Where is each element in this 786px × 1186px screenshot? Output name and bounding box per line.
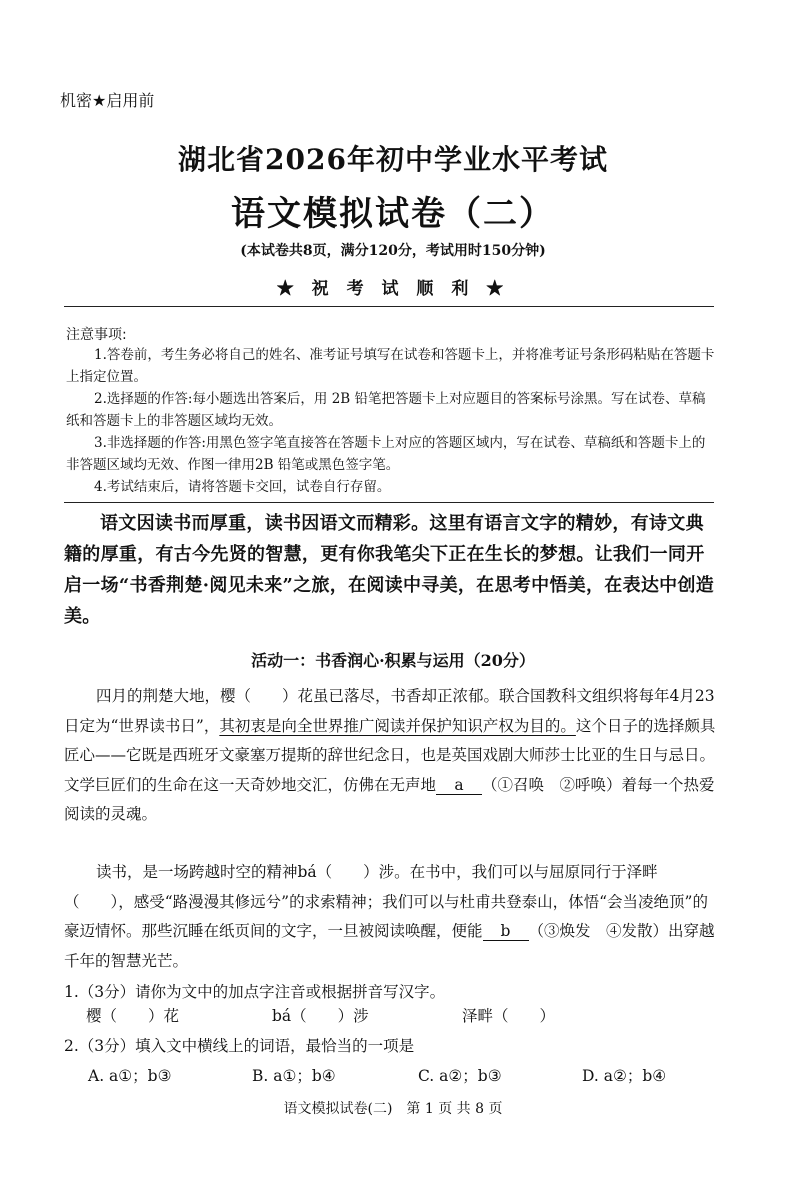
- passage1-text-start: 四月的荆楚大地，樱（ ）花虽已落尽，书香却正浓郁。联合国教科文组织将每年4月23日定为“世界读书日”，: [64, 687, 715, 735]
- q1-fill-item-1: 樱（ ）花: [86, 1007, 180, 1025]
- activity-title: 活动一：书香润心·积累与运用（20分）: [251, 651, 535, 670]
- blank-a: a: [436, 776, 482, 795]
- passage2-text-end: （③焕发 ④发散）出穿越千年的智慧光芒。: [64, 922, 715, 970]
- q1-fill-item-3: 泽畔（ ）: [462, 1007, 556, 1025]
- passage-paragraph-2: [64, 858, 716, 976]
- passage2-text-start: 读书，是一场跨越时空的精神bá（ ）涉。在书中，我们可以与屈原同行于泽畔（ ），感受“路漫漫其修远兮”的求索精神；我们可以与杜甫共登泰山，体悟“会当凌绝顶”的豪迈情怀。那些沉睡在纸页间的文字，一旦被阅读唤醒，便能: [64, 863, 708, 940]
- q2-option-c: C. a②；b③: [418, 1067, 502, 1085]
- passage1-text-middle: 这个日子的选择颇具匠心——它既是西班牙文豪塞万提斯的辞世纪念日，也是英国戏剧大师莎士比亚的生日与忌日。文学巨匠们的生命在这一天奇妙地交汇，仿佛在无声地: [64, 716, 716, 794]
- q2-option-b: B. a①；b④: [252, 1067, 336, 1085]
- notes-bottom-divider: [64, 502, 714, 503]
- good-luck-banner: ★ 祝 考 试 顺 利 ★: [276, 279, 510, 299]
- q2-option-a: A. a①；b③: [88, 1067, 172, 1085]
- blank-b: b: [483, 922, 529, 941]
- note-item-2: 2.选择题的作答:每小题选出答案后，用 2B 铅笔把答题卡上对应题目的答案标号涂黑。写在试卷、草稿纸和答题卡上的非答题区域均无效。: [66, 391, 706, 429]
- q1-fill-item-2: bá（ ）涉: [272, 1007, 369, 1025]
- q2-option-d: D. a②；b④: [582, 1067, 667, 1085]
- note-item-1: 1.答卷前，考生务必将自己的姓名、准考证号填写在试卷和答题卡上，并将准考证号条形码粘贴在答题卡上指定位置。: [66, 347, 715, 385]
- notes-heading: 注意事项:: [66, 327, 127, 343]
- question-2: 2.（3分）填入文中横线上的词语，最恰当的一项是: [64, 1037, 415, 1055]
- paper-title: 语文模拟试卷（二）: [231, 194, 555, 234]
- note-item-4: 4.考试结束后，请将答题卡交回，试卷自行存留。: [94, 479, 391, 495]
- question-1: 1.（3分）请你为文中的加点字注音或根据拼音写汉字。: [64, 983, 446, 1001]
- underlined-sentence: 其初衷是向全世界推广阅读并保护知识产权为目的。: [219, 716, 576, 735]
- confidential-label: 机密★启用前: [60, 91, 155, 110]
- passage1-text-end: （①召唤 ②呼唤）着每一个热爱阅读的灵魂。: [64, 775, 715, 823]
- note-item-3: 3.非选择题的作答:用黑色签字笔直接答在答题卡上对应的答题区域内，写在试卷、草稿纸和答题卡上的非答题区域均无效、作图一律用2B 铅笔或黑色签字笔。: [66, 435, 706, 473]
- paper-subtitle: (本试卷共8页，满分120分，考试用时150分钟): [240, 243, 546, 259]
- intro-paragraph: 语文因读书而厚重，读书因语文而精彩。这里有语言文字的精妙，有诗文典籍的厚重，有古今先贤的智慧，更有你我笔尖下正在生长的梦想。让我们一同开启一场“书香荆楚·阅见未来”之旅，在阅读中寻美，在思考中悟美，在表达中创造美。: [64, 513, 715, 627]
- passage-paragraph-1: [64, 682, 716, 830]
- top-divider: [64, 306, 714, 307]
- exam-title: 湖北省2026年初中学业水平考试: [178, 143, 608, 176]
- page-footer: 语文模拟试卷(二) 第 1 页 共 8 页: [283, 1101, 503, 1117]
